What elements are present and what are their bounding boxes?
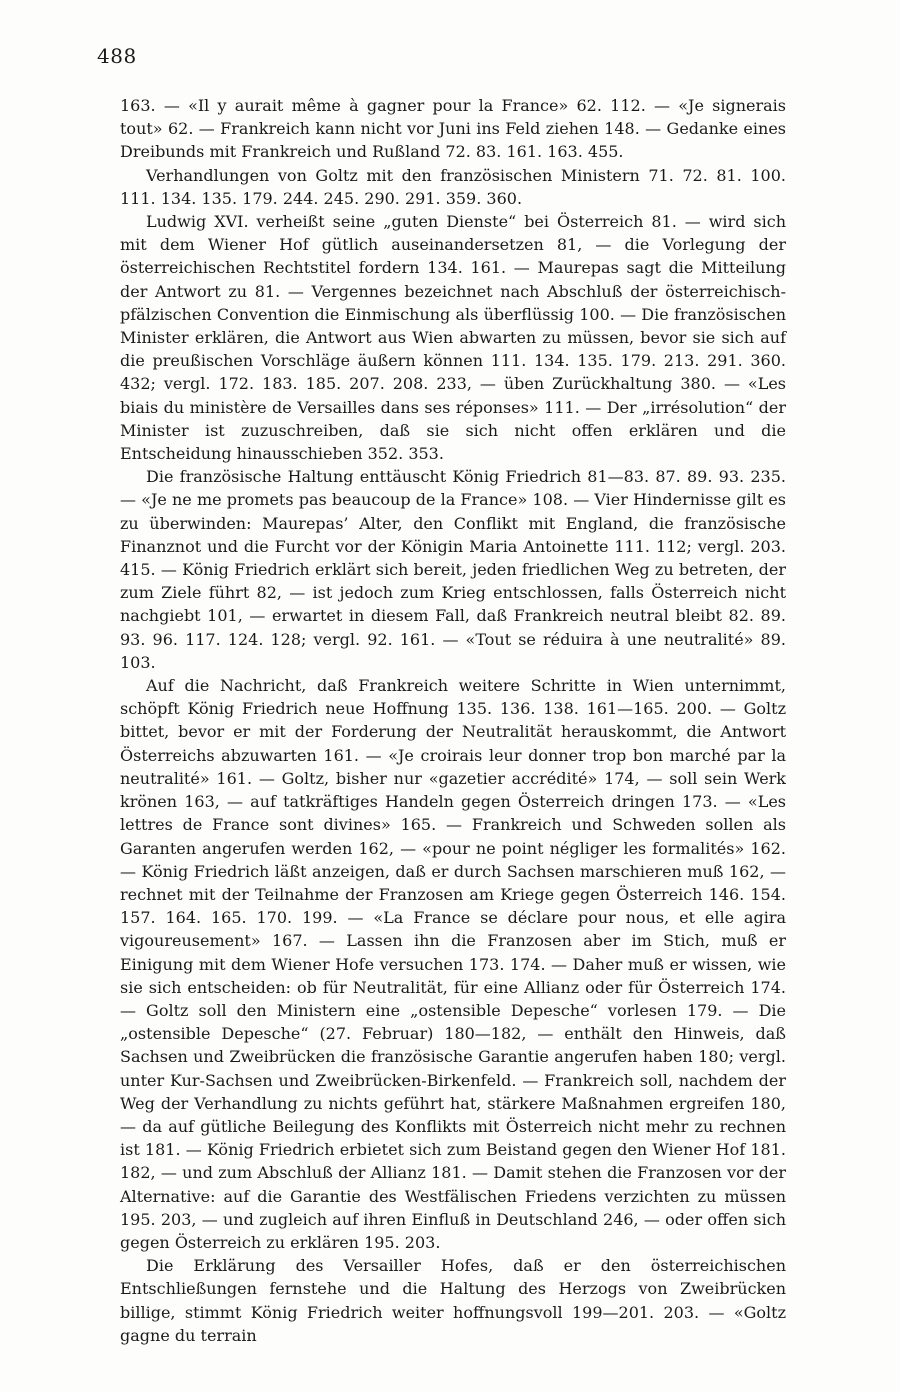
paragraph-5: Auf die Nachricht, daß Frankreich weitere Schritte in Wien unternimmt, schöpft König Friedrich neue Hoffnung 135. 136. 138. 161—165. 200. — Goltz bittet, bevor er mit der Forderung der Neutralität herauskommt, die Antwort Österreichs abzuwarten 161. — «Je croirais leur donner trop bon marché par la neutralité» 161. — Goltz, bisher nur «gazetier accrédité» 174, — soll sein Werk krönen 163, — auf tatkräftiges Handeln gegen Österreich dringen 173. — «Les lettres de France sont divines» 165. — Frankreich und Schweden sollen als Garanten angerufen werden 162, — «pour ne point négliger les formalités» 162. — König Friedrich läßt anzeigen, daß er durch Sachsen marschieren muß 162, — rechnet mit der Teilnahme der Franzosen am Kriege gegen Österreich 146. 154. 157. 164. 165. 170. 199. — «La France se déclare pour nous, et elle agira vigoureusement» 167. — Lassen ihn die Franzosen aber im Stich, muß er Einigung mit dem Wiener Hofe versuchen 173. 174. — Daher muß er wissen, wie sie sich entscheiden: ob für Neutralität, für eine Allianz oder für Österreich 174. — Goltz soll den Ministern eine „ostensible Depesche“ vorlesen 179. — Die „ostensible Depesche“ (27. Februar) 180—182, — enthält den Hinweis, daß Sachsen und Zweibrücken die französische Garantie angerufen haben 180; vergl. unter Kur-Sachsen und Zweibrücken-Birkenfeld. — Frankreich soll, nachdem der Weg der Verhandlung zu nichts geführt hat, stärkere Maßnahmen ergreifen 180, — da auf gütliche Beilegung des Konflikts mit Österreich nicht mehr zu rechnen ist 181. — König Friedrich erbietet sich zum Beistand gegen den Wiener Hof 181. 182, — und zum Abschluß der Allianz 181. — Damit stehen die Franzosen vor der Alternative: auf die Garantie des Westfälischen Friedens verzichten zu müssen 195. 203, — und zugleich auf ihren Einfluß in Deutschland 246, — oder offen sich gegen Österreich zu erklären 195. 203. [120, 676, 786, 1252]
paragraph-6: Die Erklärung des Versailler Hofes, daß er den österreichischen Entschließungen fernstehe und die Haltung des Herzogs von Zweibrücken billige, stimmt König Friedrich weiter hoffnungsvoll 199—201. 203. — «Goltz gagne du terrain [120, 1256, 786, 1345]
index-text-block [120, 94, 786, 1347]
paragraph-1: 163. — «Il y aurait même à gagner pour la France» 62. 112. — «Je signerais tout» 62. — Frankreich kann nicht vor Juni ins Feld ziehen 148. — Gedanke eines Dreibunds mit Frankreich und Rußland 72. 83. 161. 163. 455. [120, 96, 786, 162]
paragraph-2: Verhandlungen von Goltz mit den französischen Ministern 71. 72. 81. 100. 111. 134. 135. 179. 244. 245. 290. 291. 359. 360. [120, 165, 786, 208]
paragraph-4: Die französische Haltung enttäuscht König Friedrich 81—83. 87. 89. 93. 235. — «Je ne me promets pas beaucoup de la France» 108. — Vier Hindernisse gilt es zu überwinden: Maurepas’ Alter, den Conflikt mit England, die französische Finanznot und die Furcht vor der Königin Maria Antoinette 111. 112; vergl. 203. 415. — König Friedrich erklärt sich bereit, jeden friedlichen Weg zu betreten, der zum Ziele führt 82, — ist jedoch zum Krieg entschlossen, falls Österreich nicht nachgiebt 101, — erwartet in diesem Fall, daß Frankreich neutral bleibt 82. 89. 93. 96. 117. 124. 128; vergl. 92. 161. — «Tout se réduira à une neutralité» 89. 103. [120, 467, 786, 672]
paragraph-3: Ludwig XVI. verheißt seine „guten Dienste“ bei Österreich 81. — wird sich mit dem Wiener Hof gütlich auseinandersetzen 81, — die Vorlegung der österreichischen Rechtstitel fordern 134. 161. — Maurepas sagt die Mitteilung der Antwort zu 81. — Vergennes bezeichnet nach Abschluß der österreichisch-pfälzischen Convention die Einmischung als überflüssig 100. — Die französischen Minister erklären, die Antwort aus Wien abwarten zu müssen, bevor sie sich auf die preußischen Vorschläge äußern können 111. 134. 135. 179. 213. 291. 360. 432; vergl. 172. 183. 185. 207. 208. 233, — üben Zurückhaltung 380. — «Les biais du ministère de Versailles dans ses réponses» 111. — Der „irrésolution“ der Minister ist zuzuschreiben, daß sie sich nicht offen erklären und die Entscheidung hinausschieben 352. 353. [120, 212, 786, 464]
page-number: 488 [97, 44, 137, 68]
